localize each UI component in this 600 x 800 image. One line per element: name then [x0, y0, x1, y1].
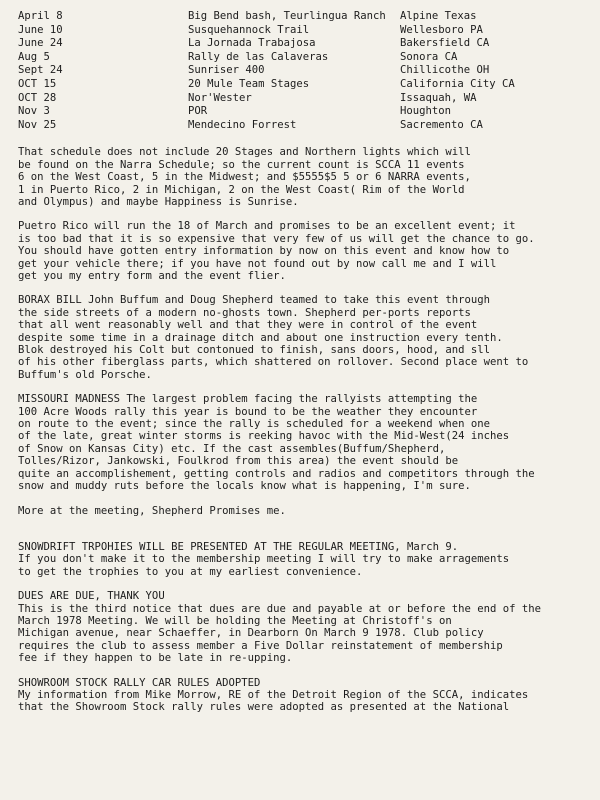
paragraph-line: More at the meeting, Shepherd Promises me. — [18, 504, 286, 517]
paragraph-line: that all went reasonably well and that they were in control of the event — [18, 319, 478, 332]
paragraph-line: Puetro Rico will run the 18 of March and promises to be an excellent event; it — [18, 220, 516, 233]
schedule-event: POR — [188, 105, 208, 118]
paragraph-line: quite an accomplishement, getting controls and radios and competitors through the — [18, 467, 535, 480]
paragraph-line: You should have gotten entry information by now on this event and know how to — [18, 245, 510, 258]
paragraph-line: is too bad that it is so expensive that very few of us will get the chance to go. — [18, 232, 535, 245]
puerto-rico-paragraph — [18, 220, 586, 282]
paragraph-line: fee if they happen to be late in re-upping. — [18, 652, 293, 665]
paragraph-line: and Olympus) and maybe Happiness is Sunrise. — [18, 195, 299, 208]
paragraph-line: DUES ARE DUE, THANK YOU — [18, 590, 165, 603]
paragraph-line: Tolles/Rizor, Jankowski, Foulkrod from this area) the event should be — [18, 455, 459, 468]
schedule-row — [18, 105, 586, 119]
schedule-event: Nor'Wester — [188, 91, 252, 104]
missouri-madness-paragraph — [18, 393, 586, 492]
schedule-row — [18, 37, 586, 51]
paragraph-line: That schedule does not include 20 Stages and Northern lights which will — [18, 146, 471, 159]
schedule-row — [18, 92, 586, 106]
schedule-row — [18, 78, 586, 92]
schedule-event: Susquehannock Trail — [188, 23, 310, 36]
paragraph-line: to get the trophies to you at my earliest convenience. — [18, 565, 363, 578]
paragraph-line: be found on the Narra Schedule; so the current count is SCCA 11 events — [18, 158, 465, 171]
borax-bill-paragraph — [18, 294, 586, 381]
paragraph-line: 100 Acre Woods rally this year is bound to be the weather they encounter — [18, 405, 478, 418]
paragraph-line: SHOWROOM STOCK RALLY CAR RULES ADOPTED — [18, 676, 261, 689]
meeting-note-paragraph — [18, 505, 586, 517]
schedule-row — [18, 64, 586, 78]
paragraph-line: on route to the event; since the rally is scheduled for a weekend when one — [18, 418, 490, 431]
schedule-date: June 10 — [18, 23, 63, 36]
schedule-date: Nov 3 — [18, 105, 50, 118]
schedule-location: Bakersfield CA — [400, 37, 490, 50]
schedule-row — [18, 119, 586, 133]
paragraph-line: that the Showroom Stock rally rules were adopted as presented at the National — [18, 701, 510, 714]
schedule-note-paragraph — [18, 146, 586, 208]
schedule-date: Aug 5 — [18, 50, 50, 63]
schedule-event: Rally de las Calaveras — [188, 50, 329, 63]
schedule-location: Issaquah, WA — [400, 91, 477, 104]
schedule-date: June 24 — [18, 37, 63, 50]
paragraph-line: Buffum's old Porsche. — [18, 368, 152, 381]
schedule-date: Sept 24 — [18, 64, 63, 77]
paragraph-line: MISSOURI MADNESS The largest problem facing the rallyists attempting the — [18, 393, 478, 406]
schedule-location: Wellesboro PA — [400, 23, 483, 36]
paragraph-line: My information from Mike Morrow, RE of the Detroit Region of the SCCA, indicates — [18, 688, 529, 701]
schedule-event: Big Bend bash, Teurlingua Ranch — [188, 10, 386, 22]
paragraph-line: of the late, great winter storms is reeking havoc with the Mid-West(24 inches — [18, 430, 510, 443]
paragraph-line: of Snow on Kansas City) etc. If the cast assembles(Buffum/Shepherd, — [18, 442, 446, 455]
paragraph-line: despite some time in a drainage ditch and about one instruction every tenth. — [18, 331, 503, 344]
schedule-location: Sonora CA — [400, 50, 458, 63]
schedule-location: Chillicothe OH — [400, 64, 490, 77]
paragraph-line: This is the third notice that dues are due and payable at or before the end of the — [18, 602, 541, 615]
dues-paragraph — [18, 590, 586, 664]
paragraph-line: the side streets of a modern no-ghosts town. Shepherd per-ports reports — [18, 306, 471, 319]
schedule-date: Nov 25 — [18, 118, 57, 131]
schedule-event: 20 Mule Team Stages — [188, 77, 310, 90]
paragraph-line: Michigan avenue, near Schaeffer, in Dearborn On March 9 1978. Club policy — [18, 627, 484, 640]
paragraph-line: get you my entry form and the event flier. — [18, 270, 286, 282]
paragraph-line: requires the club to assess member a Five Dollar reinstatement of membership — [18, 639, 503, 652]
paragraph-line: If you don't make it to the membership meeting I will try to make arragements — [18, 553, 510, 566]
schedule-location: Alpine Texas — [400, 10, 477, 22]
schedule-row — [18, 24, 586, 38]
schedule-event: Sunriser 400 — [188, 64, 265, 77]
paragraph-line: 1 in Puerto Rico, 2 in Michigan, 2 on the West Coast( Rim of the World — [18, 183, 465, 196]
paragraph-line: 6 on the West Coast, 5 in the Midwest; and $5555$5 5 or 6 NARRA events, — [18, 171, 471, 184]
schedule-event: Mendecino Forrest — [188, 118, 297, 131]
schedule-event: La Jornada Trabajosa — [188, 37, 316, 50]
paragraph-line: of his other fiberglass parts, which shattered on rollover. Second place went to — [18, 356, 529, 369]
paragraph-line: March 1978 Meeting. We will be holding the Meeting at Christoff's on — [18, 614, 452, 627]
rally-schedule — [18, 10, 586, 132]
paragraph-line: SNOWDRIFT TRPOHIES WILL BE PRESENTED AT THE REGULAR MEETING, March 9. — [18, 540, 459, 553]
schedule-location: Houghton — [400, 105, 452, 118]
schedule-date: OCT 15 — [18, 77, 57, 90]
schedule-location: California City CA — [400, 77, 515, 90]
schedule-location: Sacremento CA — [400, 118, 483, 131]
schedule-date: OCT 28 — [18, 91, 57, 104]
paragraph-line: snow and muddy ruts before the locals know what is happening, I'm sure. — [18, 480, 471, 493]
paragraph-line: get your vehicle there; if you have not found out by now call me and I will — [18, 257, 497, 270]
showroom-stock-paragraph — [18, 677, 586, 714]
paragraph-line: BORAX BILL John Buffum and Doug Shepherd teamed to take this event through — [18, 294, 490, 307]
schedule-row — [18, 51, 586, 65]
snowdrift-trophies-paragraph — [18, 541, 586, 578]
schedule-date: April 8 — [18, 10, 63, 22]
paragraph-line: Blok destroyed his Colt but contonued to finish, sans doors, hood, and sll — [18, 344, 490, 357]
schedule-row — [18, 10, 586, 24]
